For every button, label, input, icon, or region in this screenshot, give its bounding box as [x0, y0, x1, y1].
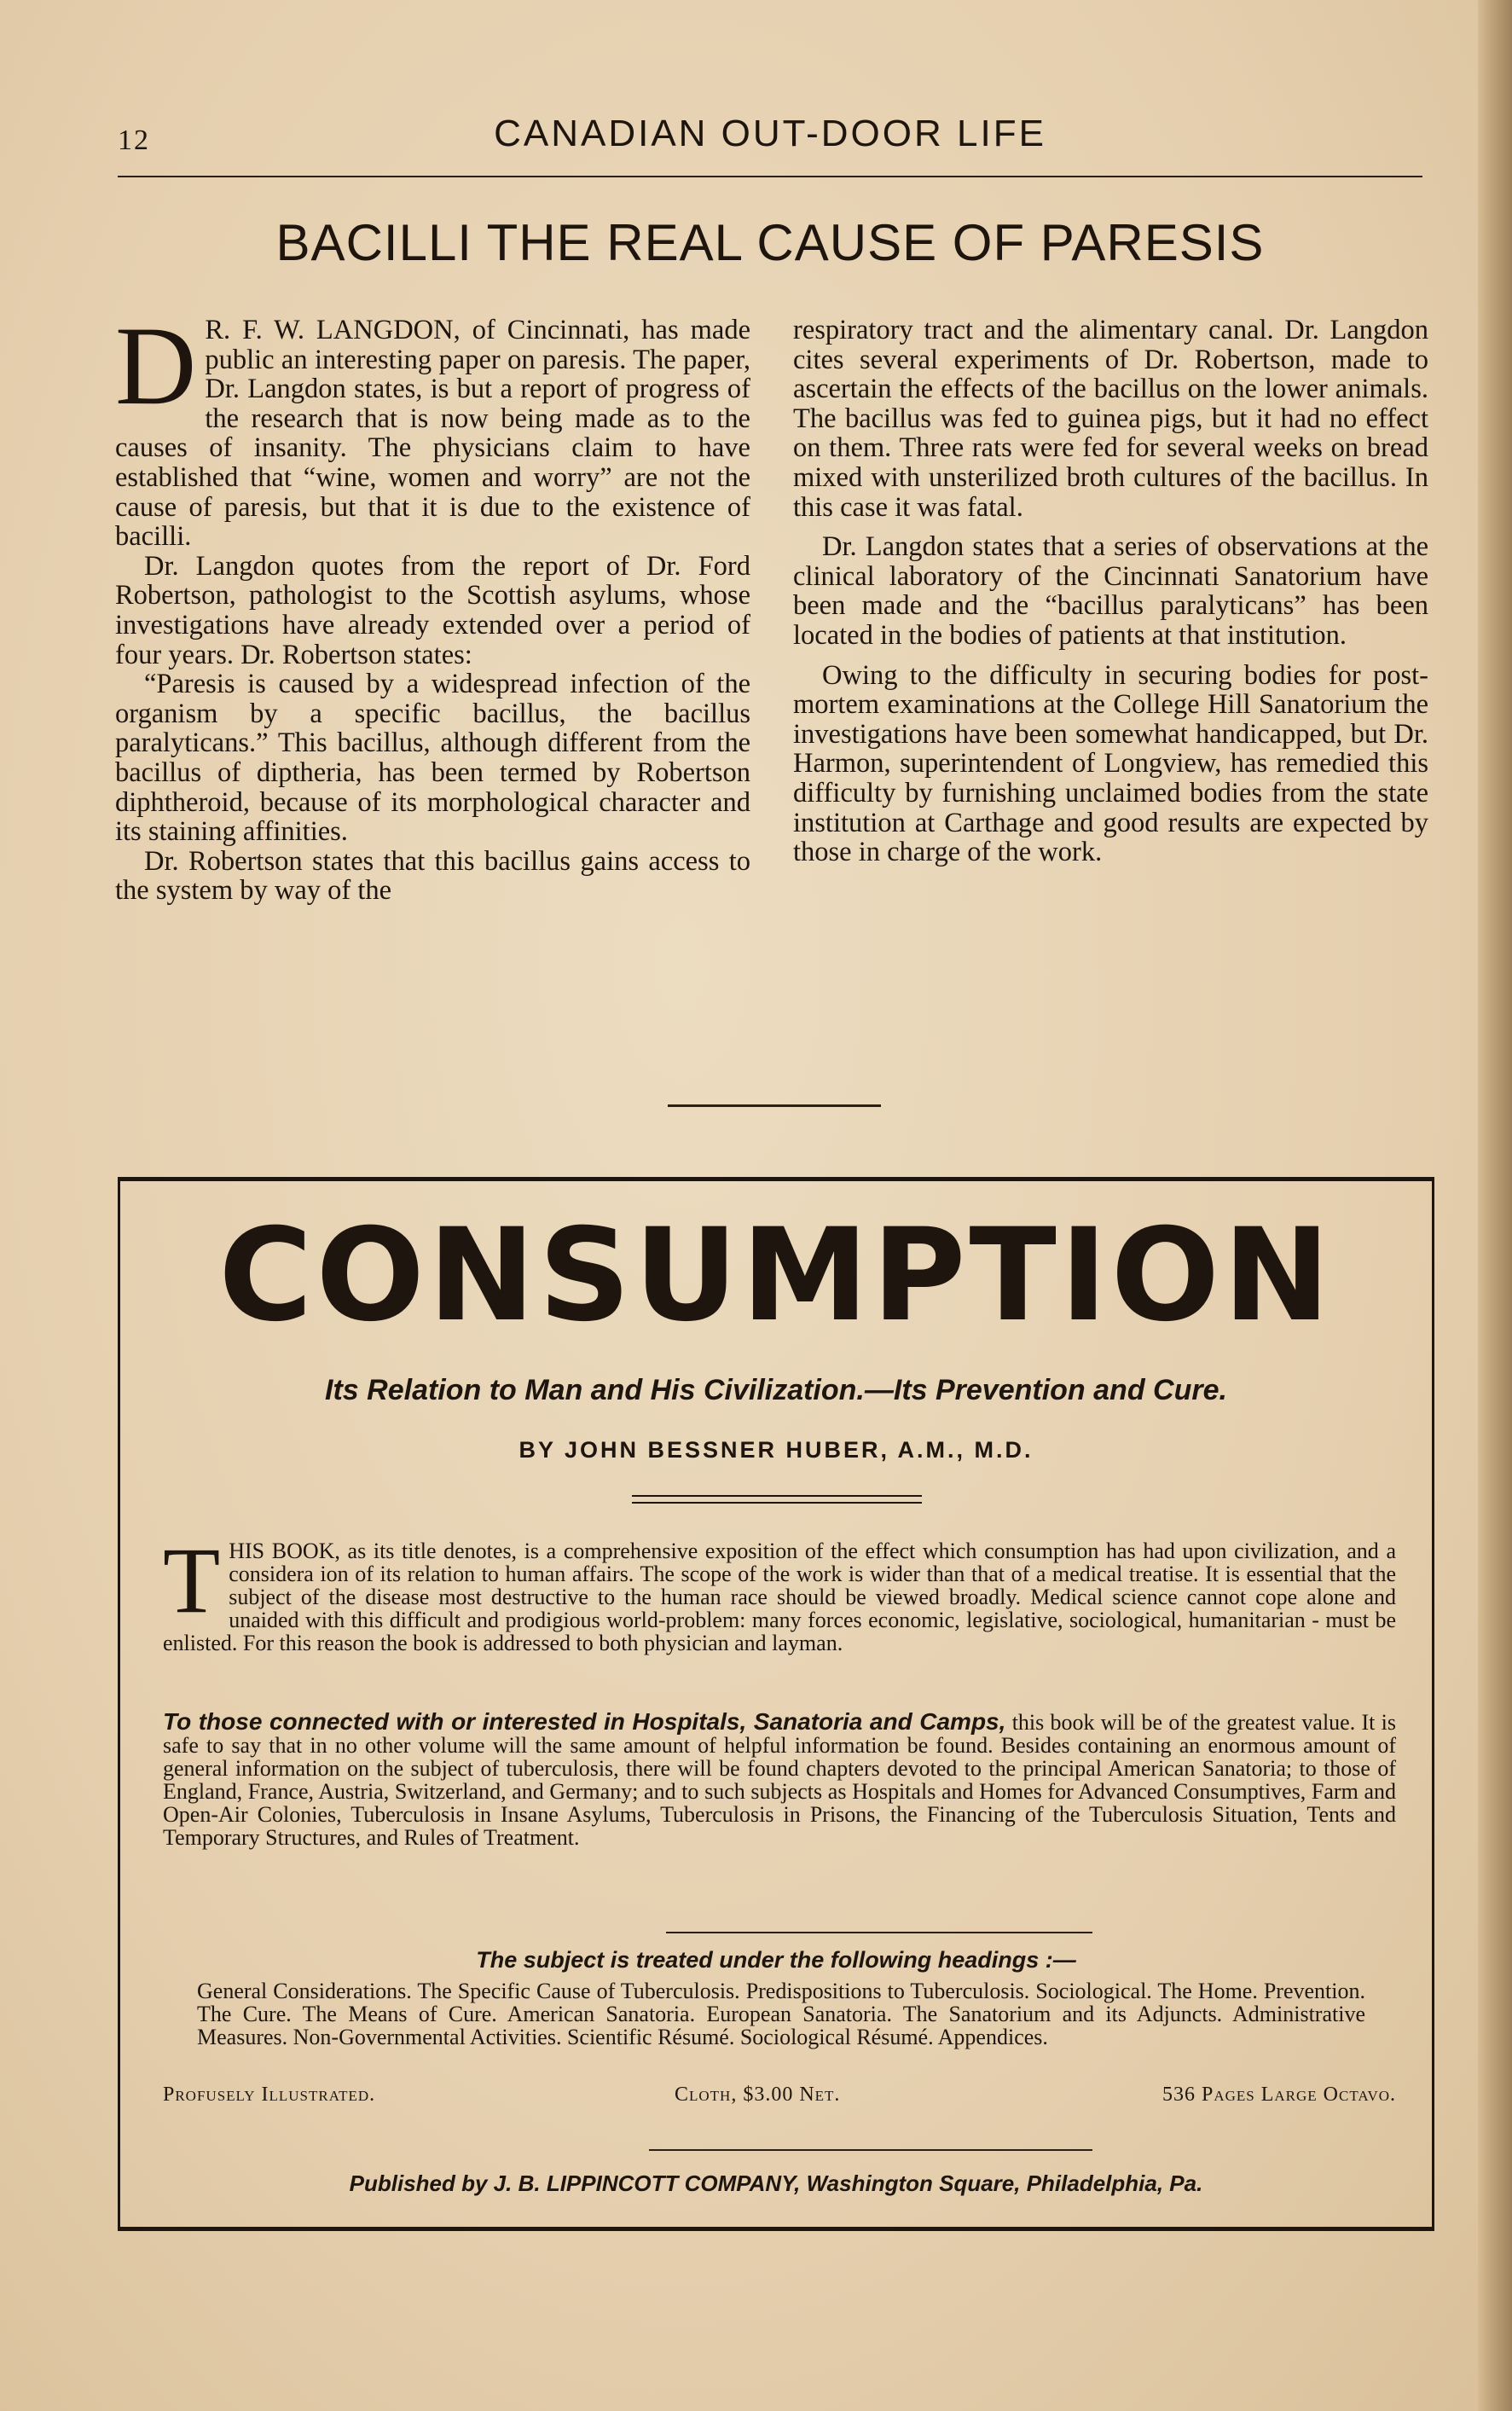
article-column-left	[115, 303, 750, 907]
ad-audience-paragraph: To those connected with or interested in Hospitals, Sanatoria and Camps, this book will be of the greatest value. It is safe to say that in no other volume will the same amount of helpful information be found. Besides containing an enormous amount of general information on the subject of tuberculosis, there will be found chapters devoted to the principal American Sanatoria; to those of England, France, Austria, Switzerland, and Germany; and to such subjects as Hospitals and Homes for Advanced Consumptives, Farm and Open-Air Colonies, Tuberculosis in Insane Asylums, Tuberculosis in Prisons, the Financing of the Tuberculosis Situation, Tents and Temporary Structures, and Rules of Treatment.	[163, 1708, 1396, 1850]
running-head	[118, 113, 1422, 164]
illustrated-note: Profusely Illustrated.	[163, 2084, 376, 2106]
publisher-line: Published by J. B. LIPPINCOTT COMPANY, Washington Square, Philadelphia, Pa.	[349, 2170, 1203, 2196]
journal-title: CANADIAN OUT-DOOR LIFE	[494, 113, 1046, 154]
ad-title: CONSUMPTION	[218, 1202, 1334, 1350]
article-paragraph: D R. F. W. LANGDON, of Cincinnati, has made public an interesting paper on paresis. The paper, Dr. Langdon states, is but a report of progress of the research that is now being made as to the causes of insanity. The physicians claim to have established that “wine, women and worry” are not the cause of paresis, but that it is due to the existence of bacilli.	[115, 303, 750, 553]
page-count: 536 Pages Large Octavo.	[1162, 2084, 1396, 2106]
headings-list: General Considerations. The Specific Cause of Tuberculosis. Predispositions to Tuberculosis. Sociological. The Home. Prevention. The Cure. The Means of Cure. American Sanatoria. European Sanatoria. The Sanatorium and its Adjuncts. Administrative Measures. Non-Governmental Activities. Scientific Résumé. Sociological Résumé. Appendices.	[197, 1979, 1365, 2049]
article-paragraph: Dr. Robertson states that this bacillus gains access to the system by way of the	[115, 845, 750, 907]
ad-author: BY JOHN BESSNER HUBER, A.M., M.D.	[518, 1437, 1034, 1463]
double-rule	[632, 1495, 922, 1504]
article-paragraph: “Paresis is caused by a widespread infection of the organism by a specific bacillus, the bacillus paralyticans.” This bacillus, although different from the bacillus of diptheria, has been termed by Robertson diphtheroid, because of its morphological character and its staining affinities.	[115, 669, 750, 848]
header-rule	[118, 176, 1422, 177]
article-paragraph: Dr. Langdon quotes from the report of Dr. Ford Robertson, pathologist to the Scottish asylums, whose investigations have already extended over a period of four years. Dr. Robertson states:	[115, 550, 750, 670]
article-paragraph: Dr. Langdon states that a series of observations at the clinical laboratory of the Cincinnati Sanatorium have been made and the “bacillus paralyticans” has been located in the bodies of patients at that institution.	[793, 531, 1428, 651]
ad-subtitle: Its Relation to Man and His Civilization.—Its Prevention and Cure.	[325, 1374, 1227, 1406]
headings-intro: The subject is treated under the following headings :—	[476, 1947, 1076, 1973]
ad-details-row	[163, 2084, 1396, 2111]
ad-description: THIS BOOK, as its title denotes, is a comprehensive exposition of the effect which consumption has had upon civilization, and a considera ion of its relation to human affairs. The scope of the work is wider than that of a medical treatise. It is essential that the subject of the disease most destructive to the human race should be viewed broadly. Medical science cannot cope alone and unaided with this difficult and prodigious world-problem: many forces economic, legislative, sociological, humanitarian - must be enlisted. For this reason the book is addressed to both physician and layman.	[163, 1528, 1396, 1655]
rule	[649, 2149, 1092, 2151]
drop-cap: T	[163, 1528, 221, 1632]
article-paragraph: respiratory tract and the alimentary canal. Dr. Langdon cites several experiments of Dr. Robertson, made to ascertain the effects of the bacillus on the lower animals. The bacillus was fed to guinea pigs, but it had no effect on them. Three rats were fed for several weeks on bread mixed with unsterilized broth cultures of the bacillus. In this case it was fatal.	[793, 315, 1428, 523]
price: Cloth, $3.00 Net.	[675, 2084, 841, 2106]
article-title: BACILLI THE REAL CAUSE OF PARESIS	[275, 214, 1265, 271]
section-divider	[668, 1104, 881, 1107]
ad-lead-in: To those connected with or interested in Hospitals, Sanatoria and Camps,	[163, 1708, 1006, 1735]
drop-cap: D	[115, 303, 197, 428]
article-column-right	[793, 316, 1428, 878]
page-number: 12	[118, 125, 150, 156]
article-paragraph: Owing to the difficulty in securing bodies for post-mortem examinations at the College Hill Sanatorium the investigations have been somewhat handicapped, but Dr. Harmon, superintendent of Longview, has remedied this difficulty by furnishing unclaimed bodies from the state institution at Carthage and good results are expected by those in charge of the work.	[793, 659, 1428, 868]
rule	[666, 1932, 1092, 1933]
page-spine-shadow	[1478, 0, 1512, 2411]
book-advertisement	[118, 1177, 1434, 2231]
